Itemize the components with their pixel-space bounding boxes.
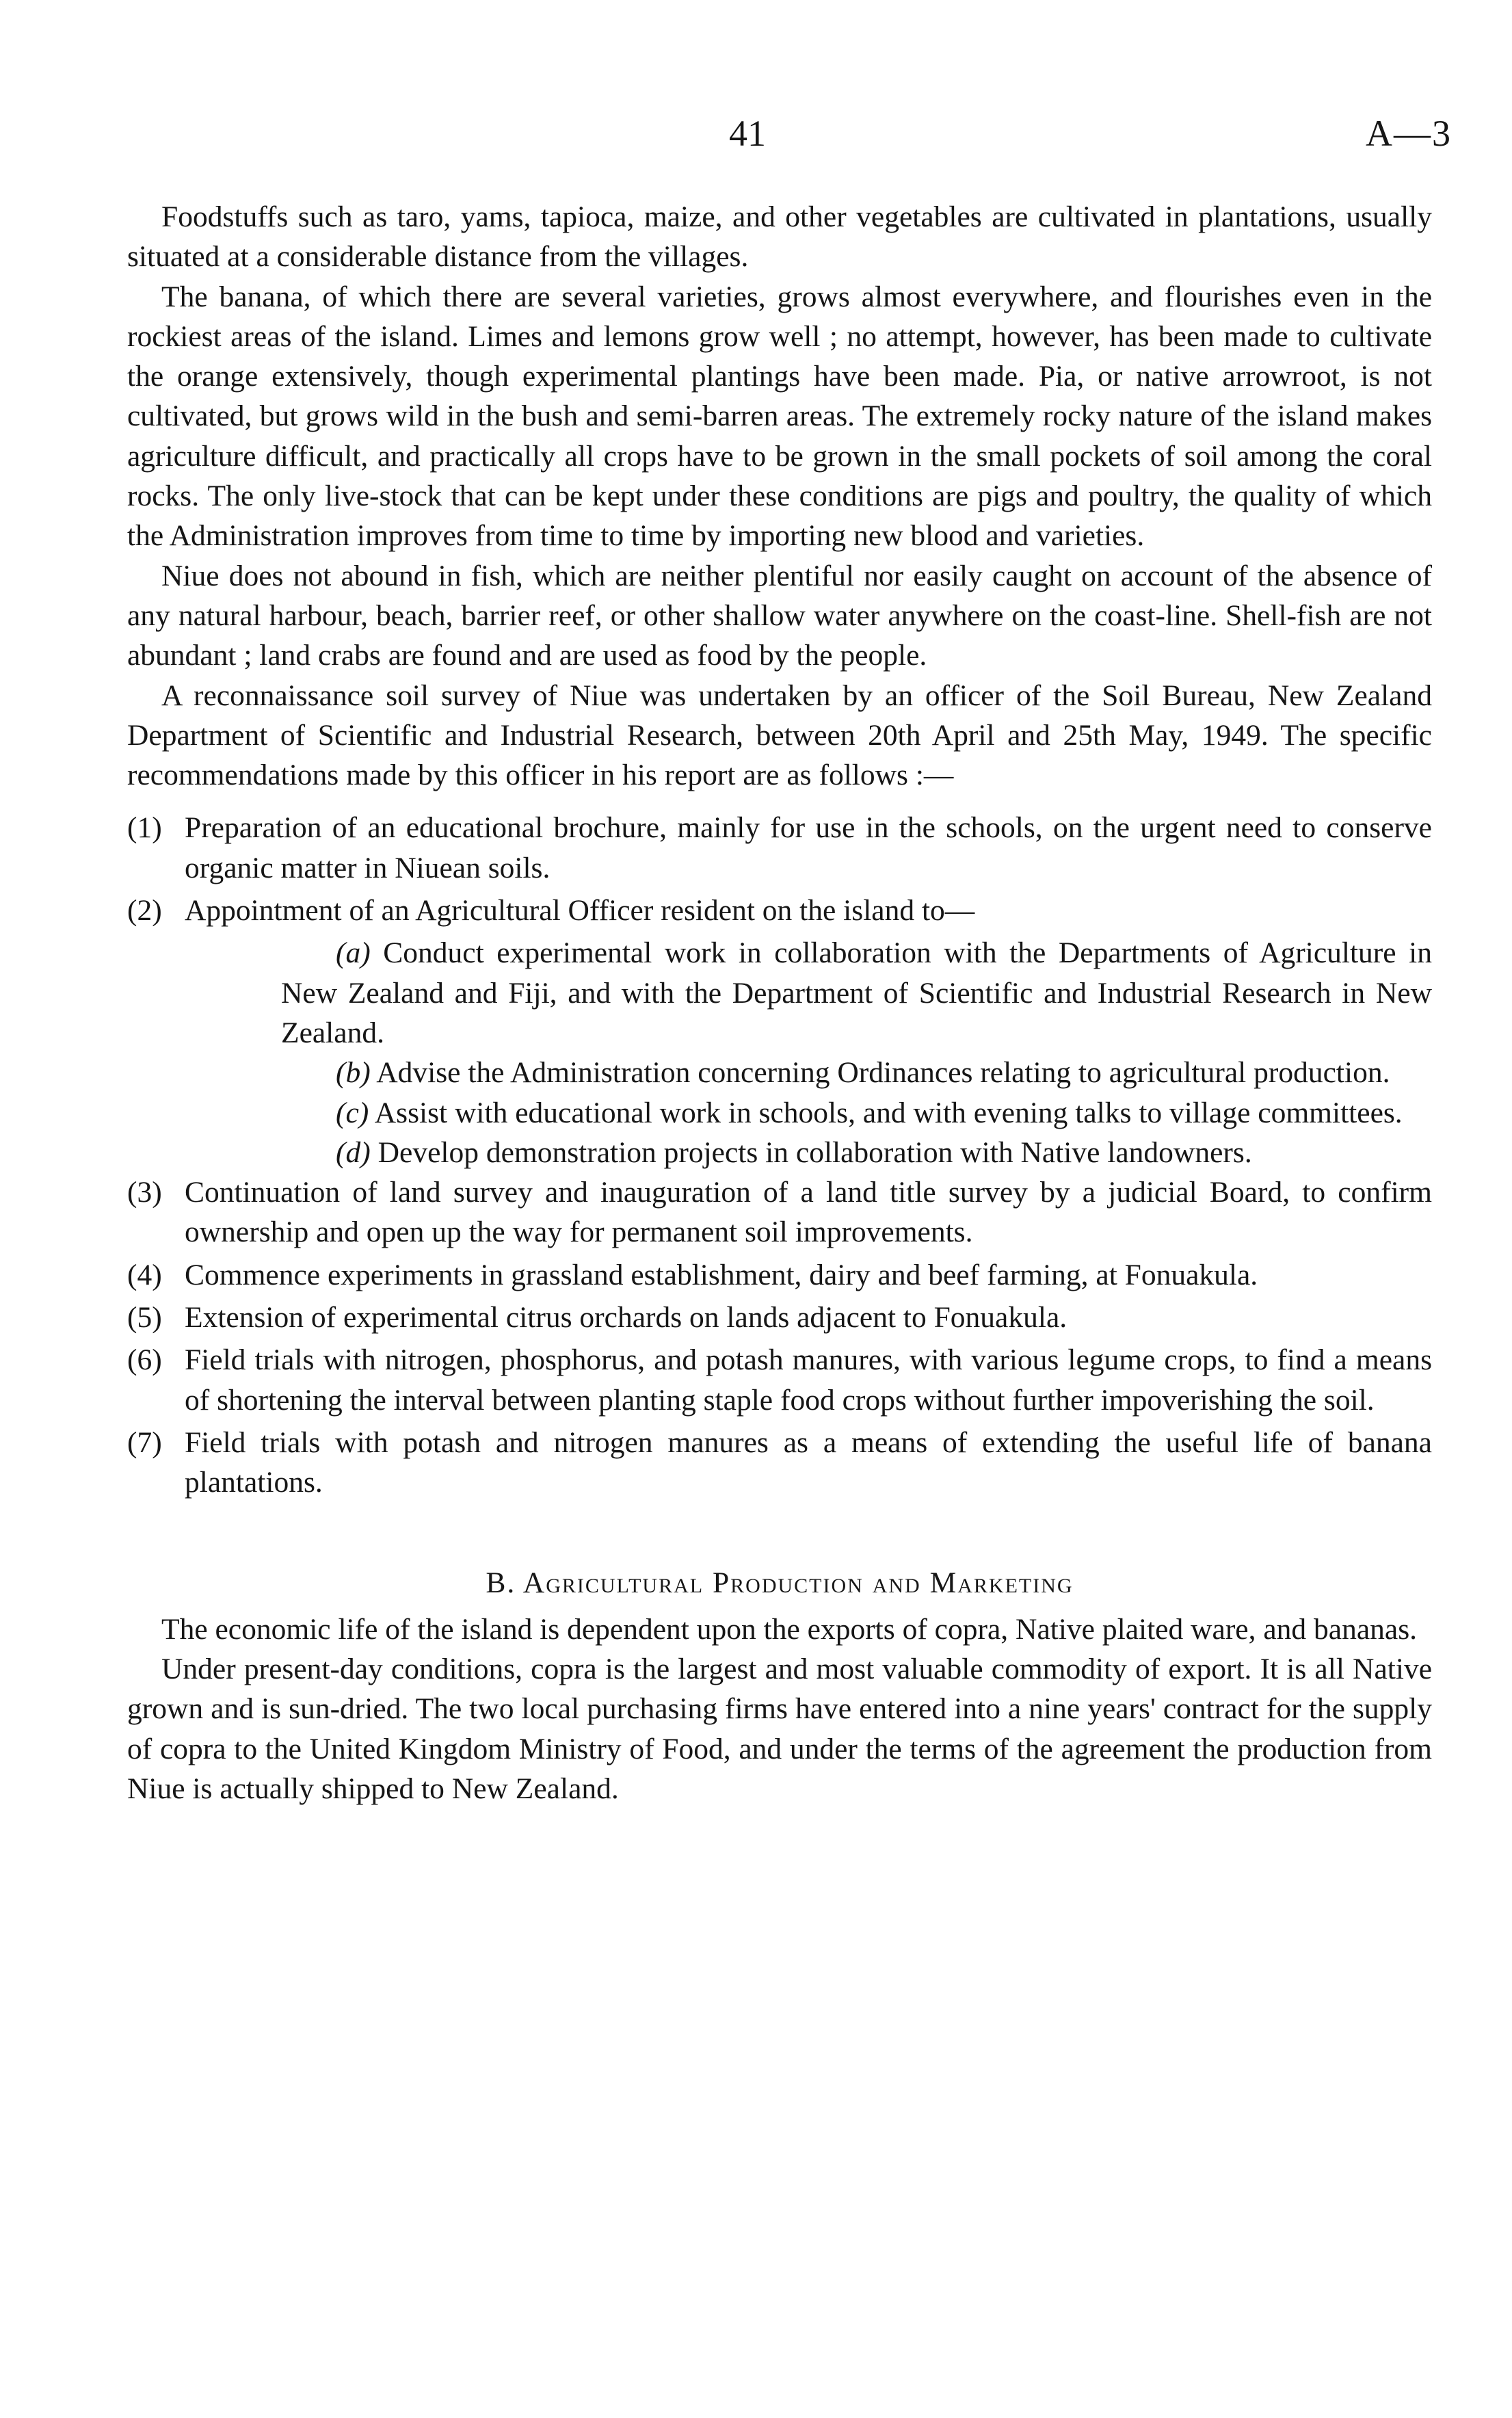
item-number: (7) <box>127 1425 162 1459</box>
sub-item-text: Advise the Administration concerning Ordinances relating to agricultural production. <box>376 1056 1390 1090</box>
sub-item-label: (c) <box>336 1096 369 1129</box>
list-item <box>127 1340 1432 1420</box>
item-text: Extension of experimental citrus orchards on lands adjacent to Fonuakula. <box>185 1301 1067 1335</box>
sub-item-d <box>281 1133 1432 1172</box>
item-text: Appointment of an Agricultural Officer resident on the island to— <box>185 894 975 928</box>
sub-item-label: (b) <box>336 1056 371 1090</box>
list-item <box>127 1172 1432 1252</box>
item-number: (6) <box>127 1343 162 1377</box>
list-item <box>127 891 1432 930</box>
page-number: 41 <box>729 113 766 154</box>
sub-item-b <box>281 1053 1432 1092</box>
page-header <box>0 109 1512 157</box>
list-item <box>127 1298 1432 1337</box>
sub-items <box>281 933 1432 1172</box>
paragraph-soil-survey: A reconnaissance soil survey of Niue was undertaken by an officer of the Soil Bureau, New Zealand Department of Scientific and Industrial Research, between 20th April and 25th May, 1949. The specific recommendations made by this officer in his report are as follows :— <box>127 679 1432 792</box>
list-item <box>127 808 1432 888</box>
sub-item-label: (a) <box>336 936 371 970</box>
sub-item-text: Develop demonstration projects in collaboration with Native landowners. <box>377 1135 1252 1169</box>
paragraph-foodstuffs: Foodstuffs such as taro, yams, tapioca, maize, and other vegetables are cultivated in plantations, usually situated at a considerable distance from the villages. <box>127 200 1432 274</box>
item-number: (1) <box>127 811 162 845</box>
item-number: (2) <box>127 894 162 928</box>
paragraph-economic-life: The economic life of the island is dependent upon the exports of copra, Native plaited ware, and bananas. <box>161 1612 1418 1646</box>
list-item <box>127 1255 1432 1295</box>
item-number: (4) <box>127 1258 162 1291</box>
document-reference: A—3 <box>1366 113 1452 154</box>
item-text: Field trials with nitrogen, phosphorus, and potash manures, with various legume crops, to find a means of shortening the interval between planting staple food crops without further impoverishing the soil. <box>185 1343 1432 1417</box>
paragraph-copra: Under present-day conditions, copra is the largest and most valuable commodity of export. It is all Native grown and is sun-dried. The two local purchasing firms have entered into a nine years' contract for the supply of copra to the United Kingdom Ministry of Food, and under the terms of the agreement the production from Niue is actually shipped to New Zealand. <box>127 1653 1432 1805</box>
item-number: (3) <box>127 1176 162 1209</box>
sub-item-text: Conduct experimental work in collaboration with the Departments of Agriculture in New Zealand and Fiji, and with the Department of Scientific and Industrial Research in New Zealand. <box>281 936 1432 1049</box>
item-text: Field trials with potash and nitrogen manures as a means of extending the useful life of banana plantations. <box>185 1425 1432 1499</box>
recommendations-list <box>127 808 1432 1502</box>
paragraph-banana: The banana, of which there are several varieties, grows almost everywhere, and flourishes even in the rockiest areas of the island. Limes and lemons grow well ; no attempt, however, has been made to cultivate the orange extensively, though experimental plantings have been made. Pia, or native arrowroot, is not cultivated, but grows wild in the bush and semi-barren areas. The extremely rocky nature of the island makes agriculture difficult, and practically all crops have to be grown in the small pockets of soil among the coral rocks. The only live-stock that can be kept under these conditions are pigs and poultry, the quality of which the Administration improves from time to time by importing new blood and varieties. <box>127 280 1432 553</box>
page-body <box>127 197 1432 1809</box>
item-text: Preparation of an educational brochure, mainly for use in the schools, on the urgent need to conserve organic matter in Niuean soils. <box>185 811 1432 884</box>
sub-item-c <box>281 1093 1432 1133</box>
sub-item-text: Assist with educational work in schools, and with evening talks to village committees. <box>374 1096 1403 1129</box>
item-text: Continuation of land survey and inauguration of a land title survey by a judicial Board, to confirm ownership and open up the way for permanent soil improvements. <box>185 1176 1432 1249</box>
sub-item-a <box>281 933 1432 1053</box>
section-heading: B. Agricultural Production and Marketing <box>486 1566 1074 1599</box>
list-item <box>127 1423 1432 1503</box>
sub-item-label: (d) <box>336 1135 371 1169</box>
paragraph-fish: Niue does not abound in fish, which are neither plentiful nor easily caught on account of the absence of any natural harbour, beach, barrier reef, or other shallow water anywhere on the coast-line. Shell-fish are not abundant ; land crabs are found and are used as food by the people. <box>127 559 1432 672</box>
item-text: Commence experiments in grassland establishment, dairy and beef farming, at Fonuakula. <box>185 1258 1258 1291</box>
item-number: (5) <box>127 1301 162 1335</box>
